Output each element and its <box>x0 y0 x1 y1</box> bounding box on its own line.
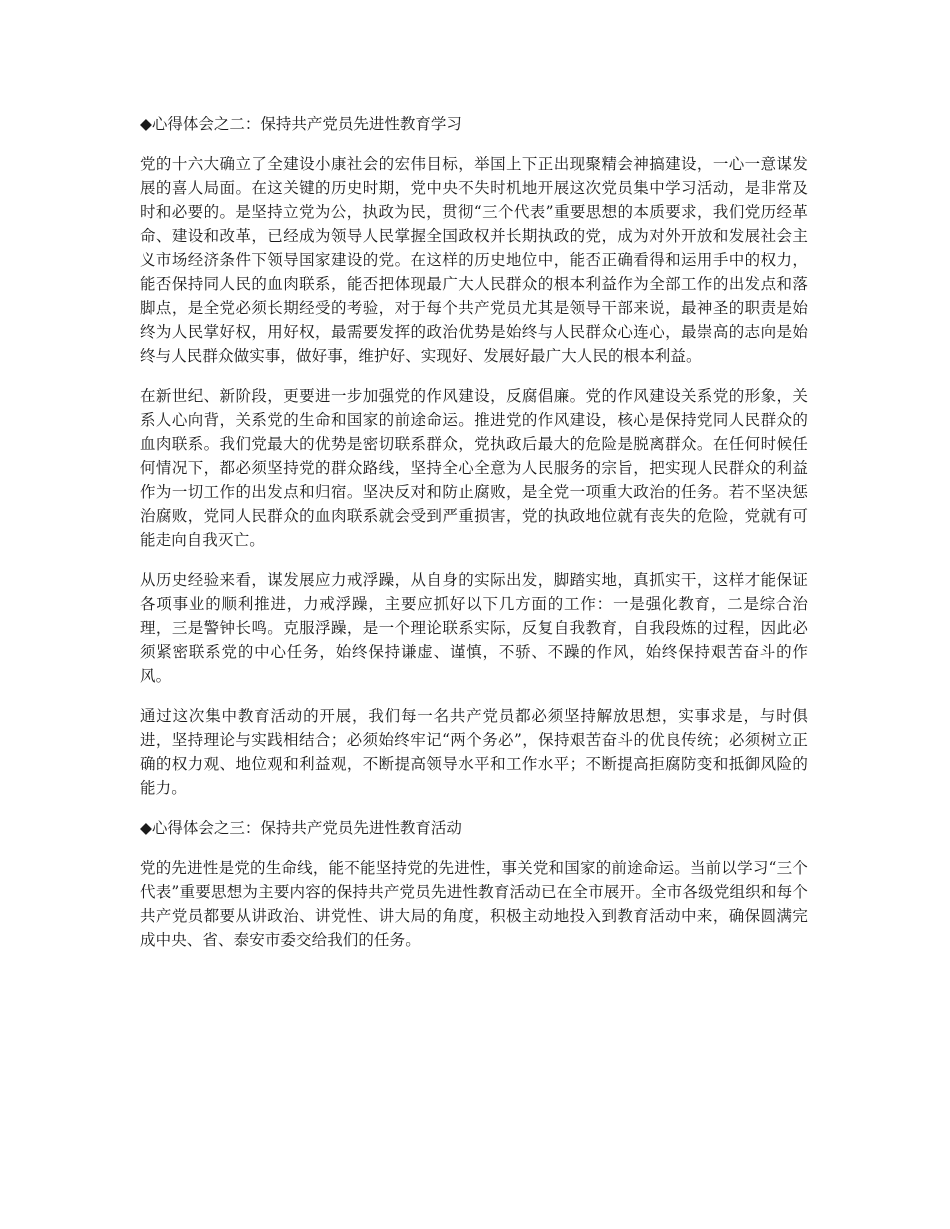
paragraph: 党的十六大确立了全建设小康社会的宏伟目标，举国上下正出现聚精会神搞建设，一心一意谋发展的喜人局面。在这关键的历史时期，党中央不失时机地开展这次党员集中学习活动，是非常及时和必要的。是坚持立党为公，执政为民，贯彻“三个代表”重要思想的本质要求，我们党历经革命、建设和改革，已经成为领导人民掌握全国政权并长期执政的党，成为对外开放和发展社会主义市场经济条件下领导国家建设的党。在这样的历史地位中，能否正确看得和运用手中的权力，能否保持同人民的血肉联系，能否把体现最广大人民群众的根本利益作为全部工作的出发点和落脚点，是全党必须长期经受的考验，对于每个共产党员尤其是领导干部来说，最神圣的职责是始终为人民掌好权，用好权，最需要发挥的政治优势是始终与人民群众心连心，最崇高的志向是始终与人民群众做实事，做好事，维护好、实现好、发展好最广大人民的根本利益。 <box>140 155 808 365</box>
paragraph: 从历史经验来看，谋发展应力戒浮躁，从自身的实际出发，脚踏实地，真抓实干，这样才能保证各项事业的顺利推进，力戒浮躁，主要应抓好以下几方面的工作：一是强化教育，二是综合治理，三是警钟长鸣。克服浮躁，是一个理论联系实际，反复自我教育，自我段炼的过程，因此必须紧密联系党的中心任务，始终保持谦虚、谨慎，不骄、不躁的作风，始终保持艰苦奋斗的作风。 <box>140 571 808 685</box>
paragraph: 党的先进性是党的生命线，能不能坚持党的先进性，事关党和国家的前途命运。当前以学习“三个代表”重要思想为主要内容的保持共产党员先进性教育活动已在全市展开。全市各级党组织和每个共产党员都要从讲政治、讲党性、讲大局的角度，积极主动地投入到教育活动中来，确保圆满完成中央、省、泰安市委交给我们的任务。 <box>140 859 808 949</box>
section-heading-2: ◆心得体会之二：保持共产党员先进性教育学习 <box>140 115 462 133</box>
document-page <box>140 112 808 968</box>
paragraph: 通过这次集中教育活动的开展，我们每一名共产党员都必须坚持解放思想，实事求是，与时俱进，坚持理论与实践相结合；必须始终牢记“两个务必”，保持艰苦奋斗的优良传统；必须树立正确的权力观、地位观和利益观，不断提高领导水平和工作水平；不断提高拒腐防变和抵御风险的能力。 <box>140 707 808 797</box>
paragraph: 在新世纪、新阶段，更要进一步加强党的作风建设，反腐倡廉。党的作风建设关系党的形象，关系人心向背，关系党的生命和国家的前途命运。推进党的作风建设，核心是保持党同人民群众的血肉联系。我们党最大的优势是密切联系群众，党执政后最大的危险是脱离群众。在任何时候任何情况下，都必须坚持党的群众路线，坚持全心全意为人民服务的宗旨，把实现人民群众的利益作为一切工作的出发点和归宿。坚决反对和防止腐败，是全党一项重大政治的任务。若不坚决惩治腐败，党同人民群众的血肉联系就会受到严重损害，党的执政地位就有丧失的危险，党就有可能走向自我灭亡。 <box>140 387 808 549</box>
section-heading-3: ◆心得体会之三：保持共产党员先进性教育活动 <box>140 819 462 837</box>
